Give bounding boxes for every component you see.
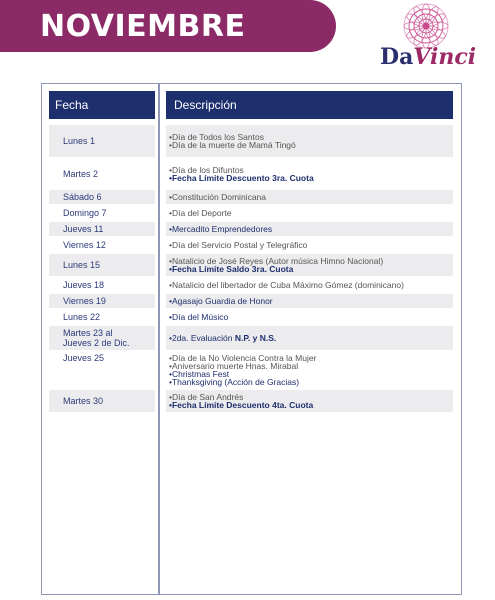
event-line-bold: •Fecha Límite Descuento 3ra. Cuota (169, 173, 314, 183)
event-line-bold: •Fecha Límite Descuento 4ta. Cuota (169, 400, 314, 410)
logo-vinci: Vinci (413, 44, 477, 70)
event-line: •Thanksgiving (Acción de Gracias) (169, 377, 300, 387)
date-cell: Martes 2 (49, 161, 155, 187)
event-line: •Día de la muerte de Mamá Tingó (169, 140, 296, 150)
date-cell: Jueves 11 (49, 222, 155, 236)
table-row (49, 310, 453, 324)
event-line: •Día del Servicio Postal y Telegráfico (169, 240, 308, 250)
event-line: •Constitución Dominicana (169, 192, 266, 202)
description-cell (166, 326, 453, 350)
event-line: •Natalicio del libertador de Cuba Máximo Gómez (dominicano) (169, 280, 404, 290)
table-row (49, 390, 453, 412)
date-cell: Martes 30 (49, 390, 155, 412)
table-row (49, 254, 453, 276)
date-cell: Viernes 12 (49, 238, 155, 252)
description-cell (166, 161, 453, 187)
event-line: •Mercadito Emprendedores (169, 224, 273, 234)
table-row (49, 326, 453, 350)
mandala-logo-icon (402, 2, 450, 50)
date-line: Martes 23 al (63, 328, 113, 338)
date-cell: Lunes 22 (49, 310, 155, 324)
logo-da: Da (380, 44, 414, 70)
event-line: •Día del Músico (169, 312, 229, 322)
date-cell: Sábado 6 (49, 190, 155, 204)
description-cell (166, 190, 453, 204)
month-banner (0, 0, 336, 52)
event-line: •Día de San Andrés (169, 392, 244, 402)
month-title: NOVIEMBRE (40, 8, 246, 44)
table-row (49, 278, 453, 292)
date-cell (49, 326, 155, 350)
event-line (169, 334, 453, 342)
davinci-logo (380, 2, 477, 74)
header-descripcion: Descripción (166, 91, 453, 119)
event-line-bold: •Fecha Límite Saldo 3ra. Cuota (169, 264, 294, 274)
date-cell: Lunes 15 (49, 254, 155, 276)
table-row (49, 238, 453, 252)
event-line: •Día de los Difuntos (169, 165, 244, 175)
description-cell (166, 238, 453, 252)
logo-wordmark (380, 44, 477, 70)
description-cell (166, 352, 453, 388)
event-line: •Christmas Fest (169, 369, 230, 379)
description-cell (166, 310, 453, 324)
date-cell: Domingo 7 (49, 206, 155, 220)
date-cell: Viernes 19 (49, 294, 155, 308)
event-line: •Día del Deporte (169, 208, 232, 218)
event-line: •Aniversario muerte Hnas. Mirabal (169, 361, 299, 371)
table-row (49, 125, 453, 157)
table-row (49, 352, 453, 388)
table-row (49, 206, 453, 220)
description-cell (166, 222, 453, 236)
table-row (49, 294, 453, 308)
table-row (49, 190, 453, 204)
description-cell (166, 294, 453, 308)
date-line: Jueves 2 de Dic. (63, 338, 130, 348)
description-cell (166, 278, 453, 292)
date-cell: Jueves 18 (49, 278, 155, 292)
description-cell (166, 254, 453, 276)
event-line: •Día de la No Violencia Contra la Mujer (169, 353, 317, 363)
table-row (49, 222, 453, 236)
event-line: •Día de Todos los Santos (169, 132, 264, 142)
event-line: •Natalicio de José Reyes (Autor música Himno Nacional) (169, 256, 384, 266)
table-row (49, 161, 453, 187)
description-cell (166, 125, 453, 157)
header-fecha: Fecha (49, 91, 155, 119)
event-line: •Agasajo Guardia de Honor (169, 296, 273, 306)
description-cell (166, 390, 453, 412)
event-text: •2da. Evaluación (169, 333, 235, 343)
event-text-bold: N.P. y N.S. (234, 333, 277, 343)
date-cell: Jueves 25 (49, 352, 155, 388)
date-cell: Lunes 1 (49, 125, 155, 157)
description-cell (166, 206, 453, 220)
